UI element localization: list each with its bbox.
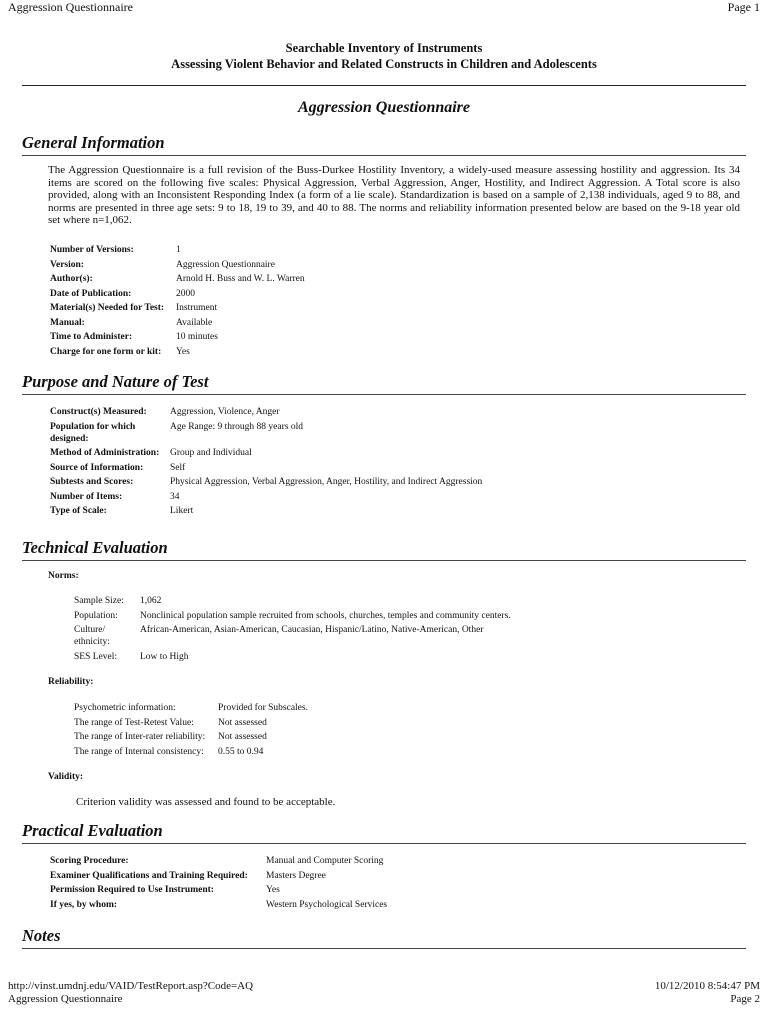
field-label: Examiner Qualifications and Training Required: [50,870,248,881]
field-value: Not assessed [218,732,267,742]
field-value: Masters Degree [266,870,326,881]
field-label: Population for which designed: [50,421,136,444]
field-value: Nonclinical population sample recruited from schools, churches, temples and community centers. [140,610,511,621]
field-value: 34 [170,491,180,502]
field-value: Low to High [140,651,189,662]
document-title: Aggression Questionnaire [297,99,471,116]
norms-table [74,595,554,665]
field-label: Construct(s) Measured: [50,407,147,417]
field-label: Culture/ ethnicity: [74,625,110,647]
field-value: Age Range: 9 through 88 years old [170,421,303,432]
field-value: Manual and Computer Scoring [266,856,384,866]
footer-timestamp: 10/12/2010 8:54:47 PM [654,980,760,992]
site-title [0,40,768,72]
section-divider [22,560,746,561]
general-info-row [50,259,305,274]
field-value: Western Psychological Services [266,899,388,910]
purpose-row [50,406,570,421]
footer-url[interactable] [8,980,253,1006]
purpose-row [50,421,570,448]
field-label: Version: [50,259,84,270]
footer-title-page2: Aggression Questionnaire [8,993,123,1005]
field-label: Permission Required to Use Instrument: [50,885,214,895]
field-value: Aggression Questionnaire [176,259,275,270]
print-header-page: Page 1 [727,0,760,14]
general-description: The Aggression Questionnaire is a full revision of the Buss-Durkee Hostility Inventory, a widely-used measure assessing hostility and aggression. Its 34 items are scored on the following five scales: Physical Aggression, Verbal Aggression, Anger, Hostility, and Indirect Aggression. A Total score is also provided, along with an Inconsistent Responding Index (a form of a lie scale). Standardization is based on a sample of 2,138 individuals, aged 9 to 88, and norms are presented in three age sets: 9 to 18, 19 to 39, and 40 to 88. The norms and reliability information presented below are based on the 9-18 year old set where n=1,062. [48,164,740,227]
section-heading-purpose: Purpose and Nature of Test [22,372,209,391]
site-title-line1: Searchable Inventory of Instruments [285,41,483,55]
field-label: Date of Publication: [50,288,132,299]
general-info-row [50,273,305,288]
practical-row [50,899,387,914]
general-info-row [50,244,305,259]
field-label: Population: [74,610,118,621]
section-divider [22,394,746,395]
field-label: Number of Items: [50,491,123,502]
practical-row [50,870,387,885]
purpose-row [50,476,570,491]
section-heading-general: General Information [22,133,165,152]
field-label: The range of Inter-rater reliability: [74,732,206,742]
field-label: Charge for one form or kit: [50,346,162,357]
field-label: Time to Administer: [50,332,133,342]
validity-label: Validity: [48,772,84,782]
footer-right [655,980,760,1006]
section-heading-notes: Notes [22,926,61,945]
field-value: Available [176,317,213,328]
header-rule [22,85,746,86]
purpose-row [50,491,570,506]
norms-row [74,610,554,625]
field-label: Method of Administration: [50,448,160,458]
field-label: Source of Information: [50,462,144,473]
reliability-row [74,746,308,761]
field-label: Number of Versions: [50,245,134,255]
field-value: African-American, Asian-American, Caucasian, Hispanic/Latino, Native-American, Other [140,625,484,635]
field-value: 0.55 to 0.94 [218,746,264,757]
field-value: Self [170,462,186,473]
field-value: Physical Aggression, Verbal Aggression, Anger, Hostility, and Indirect Aggression [170,477,483,487]
norms-row [74,624,554,651]
field-value: Provided for Subscales. [218,703,308,713]
reliability-row [74,702,308,717]
field-label: Type of Scale: [50,506,107,516]
general-info-row [50,302,305,317]
field-value: Instrument [176,303,218,313]
section-divider [22,843,746,844]
reliability-table [74,702,308,760]
field-value: Group and Individual [170,448,252,458]
norms-label: Norms: [48,571,79,581]
reliability-row [74,731,308,746]
field-label: Psychometric information: [74,703,176,713]
general-info-table [50,244,305,360]
purpose-row [50,447,570,462]
general-info-row [50,331,305,346]
practical-row [50,855,387,870]
general-info-row [50,317,305,332]
field-label: Sample Size: [74,596,124,606]
field-value: 2000 [176,288,195,299]
practical-row [50,884,387,899]
section-heading-technical: Technical Evaluation [22,538,168,557]
field-label: The range of Test-Retest Value: [74,717,194,728]
section-divider [22,948,746,949]
field-value: Not assessed [218,717,267,728]
norms-row [74,651,554,666]
print-header-title: Aggression Questionnaire [8,0,133,14]
field-value: Arnold H. Buss and W. L. Warren [176,274,305,284]
field-label: Manual: [50,317,85,328]
section-heading-practical: Practical Evaluation [22,821,163,840]
field-value: 1 [176,245,181,255]
field-value: Aggression, Violence, Anger [170,407,280,417]
reliability-row [74,717,308,732]
general-info-row [50,346,305,361]
purpose-row [50,505,570,520]
field-value: Likert [170,506,194,516]
field-label: If yes, by whom: [50,899,118,910]
field-value: 10 minutes [176,332,218,342]
section-divider [22,155,746,156]
field-label: Scoring Procedure: [50,856,129,866]
field-label: SES Level: [74,651,118,662]
norms-row [74,595,554,610]
field-value: Yes [266,885,280,895]
reliability-label: Reliability: [48,677,94,687]
field-label: Material(s) Needed for Test: [50,303,165,313]
purpose-table [50,406,570,520]
site-title-line2: Assessing Violent Behavior and Related Constructs in Children and Adolescents [171,57,597,71]
general-info-row [50,288,305,303]
field-label: Subtests and Scores: [50,477,134,487]
field-value: 1,062 [140,596,162,606]
footer-page2: Page 2 [730,993,760,1005]
practical-table [50,855,387,913]
field-value: Yes [176,346,190,357]
validity-text: Criterion validity was assessed and found to be acceptable. [76,796,336,808]
field-label: The range of Internal consistency: [74,746,204,757]
purpose-row [50,462,570,477]
footer-url-text[interactable]: http://vinst.umdnj.edu/VAID/TestReport.asp?Code=AQ [8,980,254,992]
field-label: Author(s): [50,274,93,284]
